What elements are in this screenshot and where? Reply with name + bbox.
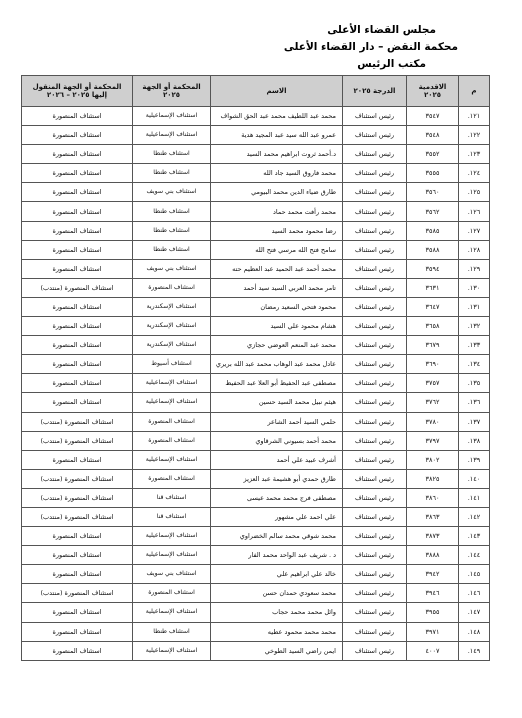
cell-num: ١٢٣. (459, 145, 490, 164)
cell-seniority: ٣٥٩٤ (407, 259, 459, 278)
cell-seniority: ٣٥٤٧ (407, 107, 459, 126)
table-row (22, 336, 490, 355)
cell-grade: رئيس استئناف (343, 412, 407, 431)
cell-court: استئناف طنطا (133, 622, 211, 641)
cell-seniority: ٣٨٢٥ (407, 469, 459, 488)
cell-num: ١٣٥. (459, 374, 490, 393)
cell-grade: رئيس استئناف (343, 240, 407, 259)
cell-court: استئناف الإسماعيلية (133, 126, 211, 145)
cell-court: استئناف الإسماعيلية (133, 393, 211, 412)
table-row (22, 488, 490, 507)
cell-name: محمد عبد المنعم العوضي حجازي (211, 336, 343, 355)
cell-court: استئناف الإسكندرية (133, 336, 211, 355)
cell-grade: رئيس استئناف (343, 488, 407, 507)
cell-grade: رئيس استئناف (343, 507, 407, 526)
cell-court: استئناف الإسماعيلية (133, 641, 211, 660)
cell-court: استئناف طنطا (133, 145, 211, 164)
cell-destination: استئناف المنصورة (22, 450, 133, 469)
cell-name: د.أحمد ثروت ابراهيم محمد السيد (211, 145, 343, 164)
table-row (22, 507, 490, 526)
cell-num: ١٣٤. (459, 355, 490, 374)
cell-grade: رئيس استئناف (343, 107, 407, 126)
cell-destination: استئناف المنصورة (22, 336, 133, 355)
cell-destination: استئناف المنصورة (22, 317, 133, 336)
cell-court: استئناف المنصورة (133, 431, 211, 450)
cell-name: محمود فتحي السعيد رمضان (211, 297, 343, 316)
cell-grade: رئيس استئناف (343, 221, 407, 240)
cell-court: استئناف طنطا (133, 202, 211, 221)
table-row (22, 546, 490, 565)
cell-court: استئناف قنا (133, 488, 211, 507)
table-row (22, 622, 490, 641)
cell-name: مصطفى فرج محمد محمد عيسى (211, 488, 343, 507)
cell-seniority: ٣٦٩٠ (407, 355, 459, 374)
cell-seniority: ٣٩٤٢ (407, 565, 459, 584)
cell-destination: استئناف المنصورة (22, 126, 133, 145)
cell-name: رضا محمود محمد السيد (211, 221, 343, 240)
cell-num: ١٢٦. (459, 202, 490, 221)
cell-seniority: ٣٦٥٨ (407, 317, 459, 336)
cell-num: ١٣٩. (459, 450, 490, 469)
cell-destination: استئناف المنصورة (22, 145, 133, 164)
cell-court: استئناف بني سويف (133, 183, 211, 202)
cell-court: استئناف الإسماعيلية (133, 107, 211, 126)
cell-grade: رئيس استئناف (343, 527, 407, 546)
cell-num: ١٢٧. (459, 221, 490, 240)
cell-grade: رئيس استئناف (343, 183, 407, 202)
table-row (22, 603, 490, 622)
cell-seniority: ٣٥٦٢ (407, 202, 459, 221)
cell-seniority: ٣٩٧١ (407, 622, 459, 641)
cell-num: ١٢٢. (459, 126, 490, 145)
cell-num: ١٢٥. (459, 183, 490, 202)
table-row (22, 412, 490, 431)
cell-grade: رئيس استئناف (343, 336, 407, 355)
cell-name: علي احمد علي مشهور (211, 507, 343, 526)
col-header-seniority: الاقدمية ٢٠٢٥ (407, 76, 459, 107)
office-title: مكتب الرئيس (357, 58, 426, 70)
cell-name: أشرف عبيد علي أحمد (211, 450, 343, 469)
cell-court: استئناف الإسماعيلية (133, 527, 211, 546)
cell-seniority: ٣٥٨٥ (407, 221, 459, 240)
table-row (22, 527, 490, 546)
cell-name: طارق حمدي أبو هشيمة عبد العزيز (211, 469, 343, 488)
cell-name: سامح فتح الله مرسي فتح الله (211, 240, 343, 259)
cell-grade: رئيس استئناف (343, 431, 407, 450)
cell-num: ١٤٣. (459, 527, 490, 546)
cell-court: استئناف المنصورة (133, 469, 211, 488)
cell-destination: استئناف المنصورة (22, 393, 133, 412)
cell-court: استئناف بني سويف (133, 259, 211, 278)
cell-num: ١٤٠. (459, 469, 490, 488)
table-row (22, 374, 490, 393)
cell-destination: استئناف المنصورة (منتدب) (22, 488, 133, 507)
cell-court: استئناف الإسماعيلية (133, 546, 211, 565)
cell-destination: استئناف المنصورة (منتدب) (22, 412, 133, 431)
cell-grade: رئيس استئناف (343, 164, 407, 183)
cell-destination: استئناف المنصورة (22, 259, 133, 278)
table-row (22, 641, 490, 660)
cell-name: حلمي السيد أحمد الشاعر (211, 412, 343, 431)
table-row (22, 183, 490, 202)
cell-grade: رئيس استئناف (343, 603, 407, 622)
cell-destination: استئناف المنصورة (22, 622, 133, 641)
cell-seniority: ٣٦٧٩ (407, 336, 459, 355)
cell-num: ١٣١. (459, 297, 490, 316)
cell-num: ١٣٠. (459, 278, 490, 297)
cell-destination: استئناف المنصورة (22, 107, 133, 126)
council-title: مجلس القضاء الأعلى (327, 24, 436, 36)
table-row (22, 393, 490, 412)
cell-seniority: ٣٥٥٥ (407, 164, 459, 183)
cell-destination: استئناف المنصورة (22, 641, 133, 660)
table-row (22, 584, 490, 603)
cell-name: مصطفى عبد الحفيظ أبو العلا عبد الحفيظ (211, 374, 343, 393)
cell-seniority: ٣٥٦٠ (407, 183, 459, 202)
table-row (22, 450, 490, 469)
cell-destination: استئناف المنصورة (منتدب) (22, 431, 133, 450)
cell-num: ١٤٦. (459, 584, 490, 603)
cell-seniority: ٣٥٤٨ (407, 126, 459, 145)
cell-num: ١٢٤. (459, 164, 490, 183)
col-header-destination: المحكمة أو الجهة المنقول إليها ٢٠٢٥ – ٢٠٢٦ (22, 76, 133, 107)
table-row (22, 145, 490, 164)
cell-num: ١٤٥. (459, 565, 490, 584)
cell-court: استئناف الإسماعيلية (133, 603, 211, 622)
table-row (22, 221, 490, 240)
document-header (22, 22, 490, 73)
cell-court: استئناف طنطا (133, 164, 211, 183)
cell-grade: رئيس استئناف (343, 641, 407, 660)
cell-grade: رئيس استئناف (343, 145, 407, 164)
cell-num: ١٤٢. (459, 507, 490, 526)
table-row (22, 259, 490, 278)
cell-name: محمد رأفت محمد حماد (211, 202, 343, 221)
cell-court: استئناف المنصورة (133, 412, 211, 431)
cell-name: وائل محمد محمد حجاب (211, 603, 343, 622)
cell-court: استئناف الإسكندرية (133, 317, 211, 336)
cell-court: استئناف قنا (133, 507, 211, 526)
cell-grade: رئيس استئناف (343, 546, 407, 565)
cell-num: ١٤٨. (459, 622, 490, 641)
cell-seniority: ٣٩٤٦ (407, 584, 459, 603)
cell-num: ١٣٧. (459, 412, 490, 431)
cell-num: ١٤٤. (459, 546, 490, 565)
cell-seniority: ٣٥٥٢ (407, 145, 459, 164)
cell-destination: استئناف المنصورة (22, 546, 133, 565)
cell-seniority: ٣٧٨٠ (407, 412, 459, 431)
cell-seniority: ٣٦٣١ (407, 278, 459, 297)
table-row (22, 297, 490, 316)
cell-destination: استئناف المنصورة (22, 164, 133, 183)
cell-name: ايمن راضي السيد الطوخي (211, 641, 343, 660)
cell-court: استئناف الإسماعيلية (133, 374, 211, 393)
cell-num: ١٣٨. (459, 431, 490, 450)
table-row (22, 202, 490, 221)
table-header-row (22, 76, 490, 107)
table-row (22, 355, 490, 374)
cell-seniority: ٣٥٨٨ (407, 240, 459, 259)
table-row (22, 431, 490, 450)
court-title: محكمة النقض – دار القضاء الأعلى (283, 41, 458, 53)
cell-name: محمد محمد محمود عطيه (211, 622, 343, 641)
cell-grade: رئيس استئناف (343, 584, 407, 603)
cell-court: استئناف الإسماعيلية (133, 450, 211, 469)
cell-seniority: ٣٧٩٧ (407, 431, 459, 450)
cell-grade: رئيس استئناف (343, 202, 407, 221)
cell-name: عمرو عبد الله سيد عبد المجيد هدية (211, 126, 343, 145)
col-header-court: المحكمة أو الجهة ٢٠٢٥ (133, 76, 211, 107)
cell-court: استئناف المنصورة (133, 584, 211, 603)
cell-destination: استئناف المنصورة (22, 374, 133, 393)
cell-seniority: ٣٨٠٢ (407, 450, 459, 469)
cell-name: محمد فاروق السيد جاد الله (211, 164, 343, 183)
col-header-name: الاسم (211, 76, 343, 107)
cell-court: استئناف المنصورة (133, 278, 211, 297)
table-row (22, 164, 490, 183)
table-row (22, 469, 490, 488)
cell-court: استئناف طنطا (133, 240, 211, 259)
cell-destination: استئناف المنصورة (22, 603, 133, 622)
cell-grade: رئيس استئناف (343, 259, 407, 278)
cell-court: استئناف طنطا (133, 221, 211, 240)
cell-grade: رئيس استئناف (343, 374, 407, 393)
cell-destination: استئناف المنصورة (22, 183, 133, 202)
cell-seniority: ٣٩٥٥ (407, 603, 459, 622)
cell-destination: استئناف المنصورة (22, 355, 133, 374)
cell-num: ١٣٣. (459, 336, 490, 355)
table-row (22, 278, 490, 297)
cell-name: محمد سعودي حمدان حسن (211, 584, 343, 603)
cell-num: ١٢٩. (459, 259, 490, 278)
cell-seniority: ٣٦٤٧ (407, 297, 459, 316)
cell-destination: استئناف المنصورة (22, 240, 133, 259)
cell-destination: استئناف المنصورة (منتدب) (22, 507, 133, 526)
table-row (22, 317, 490, 336)
table-row (22, 126, 490, 145)
col-header-num: م (459, 76, 490, 107)
cell-destination: استئناف المنصورة (22, 565, 133, 584)
cell-name: د . شريف عبد الواحد محمد الفار (211, 546, 343, 565)
cell-court: استئناف بني سويف (133, 565, 211, 584)
cell-num: ١٤١. (459, 488, 490, 507)
cell-grade: رئيس استئناف (343, 565, 407, 584)
cell-destination: استئناف المنصورة (منتدب) (22, 584, 133, 603)
cell-grade: رئيس استئناف (343, 355, 407, 374)
cell-num: ١٢٨. (459, 240, 490, 259)
transfers-table (21, 75, 490, 661)
cell-grade: رئيس استئناف (343, 297, 407, 316)
col-header-grade: الدرجة ٢٠٢٥ (343, 76, 407, 107)
cell-grade: رئيس استئناف (343, 469, 407, 488)
cell-seniority: ٣٧٦٢ (407, 393, 459, 412)
cell-num: ١٤٧. (459, 603, 490, 622)
cell-destination: استئناف المنصورة (منتدب) (22, 278, 133, 297)
cell-name: تامر محمد العربي السيد سيد أحمد (211, 278, 343, 297)
cell-name: عادل محمد عبد الوهاب محمد عبد الله بريري (211, 355, 343, 374)
table-row (22, 565, 490, 584)
cell-destination: استئناف المنصورة (22, 202, 133, 221)
cell-name: محمد أحمد عبد الحميد عبد العظيم حته (211, 259, 343, 278)
cell-destination: استئناف المنصورة (22, 297, 133, 316)
cell-grade: رئيس استئناف (343, 126, 407, 145)
cell-name: محمد شوقي محمد سالم الخضراوي (211, 527, 343, 546)
cell-grade: رئيس استئناف (343, 393, 407, 412)
cell-name: هشام محمود علي السيد (211, 317, 343, 336)
cell-seniority: ٣٨٦٣ (407, 507, 459, 526)
cell-num: ١٤٩. (459, 641, 490, 660)
cell-name: محمد عبد اللطيف محمد عبد الحق الشواف (211, 107, 343, 126)
cell-grade: رئيس استئناف (343, 450, 407, 469)
cell-num: ١٣٦. (459, 393, 490, 412)
table-row (22, 107, 490, 126)
cell-name: خالد علي ابراهيم علي (211, 565, 343, 584)
cell-name: هيثم نبيل محمد السيد حسين (211, 393, 343, 412)
cell-num: ١٣٢. (459, 317, 490, 336)
cell-num: ١٢١. (459, 107, 490, 126)
cell-seniority: ٣٨٦٠ (407, 488, 459, 507)
cell-court: استئناف أسيوط (133, 355, 211, 374)
cell-grade: رئيس استئناف (343, 622, 407, 641)
cell-name: طارق ضياء الدين محمد البيومي (211, 183, 343, 202)
cell-court: استئناف الإسكندرية (133, 297, 211, 316)
cell-seniority: ٣٨٨٨ (407, 546, 459, 565)
cell-seniority: ٣٨٧٣ (407, 527, 459, 546)
table-row (22, 240, 490, 259)
cell-name: محمد أحمد بسيوني الشرقاوي (211, 431, 343, 450)
cell-destination: استئناف المنصورة (22, 527, 133, 546)
cell-destination: استئناف المنصورة (22, 221, 133, 240)
cell-seniority: ٣٧٥٧ (407, 374, 459, 393)
cell-grade: رئيس استئناف (343, 278, 407, 297)
cell-grade: رئيس استئناف (343, 317, 407, 336)
cell-destination: استئناف المنصورة (منتدب) (22, 469, 133, 488)
cell-seniority: ٤٠٠٧ (407, 641, 459, 660)
